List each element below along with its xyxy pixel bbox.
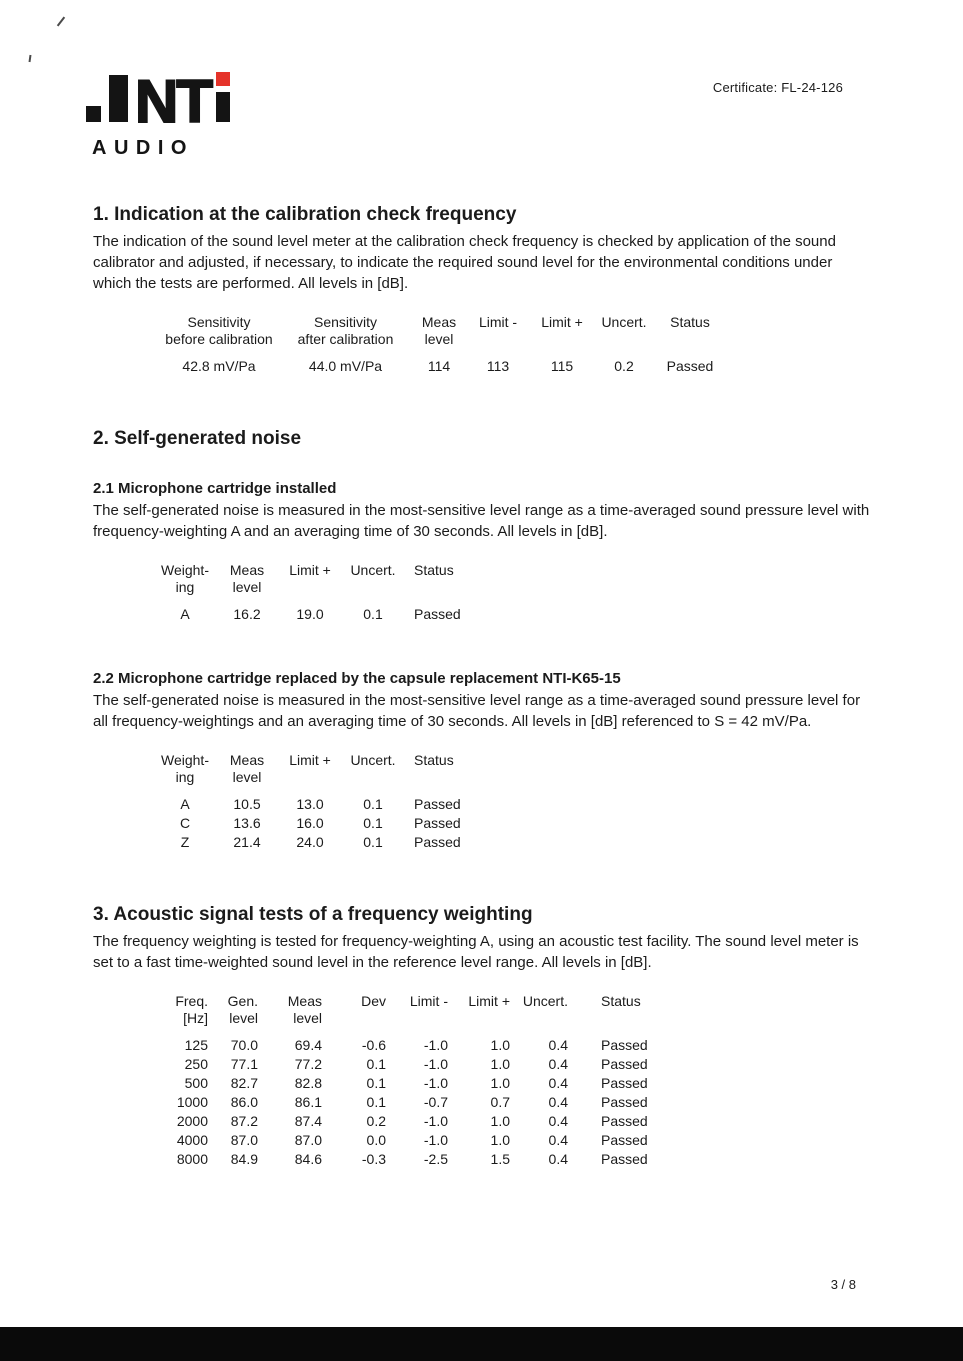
column-header-line: Meas — [421, 314, 457, 330]
table-row — [160, 814, 506, 833]
self-noise-installed-table — [160, 562, 506, 624]
column-header — [465, 314, 531, 357]
table-cell: -1.0 — [423, 1037, 448, 1053]
table-cell: Passed — [414, 834, 461, 850]
logo-red-dot-icon — [216, 72, 230, 86]
calibration-check-table — [160, 314, 725, 376]
table-row — [160, 1055, 664, 1074]
column-header-line: Dev — [361, 993, 386, 1009]
table-cell: Passed — [601, 1056, 648, 1072]
column-header — [572, 993, 664, 1036]
section-3-body: The frequency weighting is tested for frequency-weighting A, using an acoustic test facility. The sound level meter is set to a fast time-weighted sound level in the reference level range. All levels in [dB]. — [93, 933, 859, 971]
column-header-line: ing — [175, 579, 195, 595]
logo-subtitle: AUDIO — [92, 137, 194, 159]
logo-bar-icon — [109, 75, 128, 122]
table-cell: Passed — [601, 1037, 648, 1053]
logo-letter-i — [216, 72, 230, 122]
column-header — [413, 314, 465, 357]
table-cell: 0.4 — [548, 1151, 568, 1167]
table-cell: 0.1 — [366, 1056, 386, 1072]
page-header — [0, 0, 963, 160]
table-cell: 44.0 mV/Pa — [308, 358, 383, 374]
column-header-line: Weight- — [161, 562, 209, 578]
column-header-line: Sensitivity — [313, 314, 378, 330]
table-row — [160, 1150, 664, 1169]
section-1-title: 1. Indication at the calibration check frequency — [93, 204, 517, 225]
column-header — [160, 314, 278, 357]
table-cell: 0.4 — [548, 1094, 568, 1110]
table-cell: 10.5 — [233, 796, 261, 812]
section-2-2-body: The self-generated noise is measured in the most-sensitive level range as a time-averaged sound pressure level for all frequency-weightings and an averaging time of 30 seconds. All levels in [dB] referenced to S = 42 mV/Pa. — [93, 692, 861, 730]
column-header-line: Status — [414, 752, 454, 768]
table-cell: 77.2 — [294, 1056, 322, 1072]
column-header — [212, 993, 262, 1036]
table-cell: -1.0 — [423, 1056, 448, 1072]
column-header — [262, 993, 326, 1036]
column-header — [390, 993, 452, 1036]
table-cell: Z — [180, 834, 190, 850]
logo-mark — [86, 68, 306, 135]
table-cell: 13.0 — [296, 796, 324, 812]
table-cell: -2.5 — [423, 1151, 448, 1167]
column-header — [452, 993, 514, 1036]
table-cell: 0.4 — [548, 1113, 568, 1129]
column-header-line: Gen. — [227, 993, 258, 1009]
table-cell: 1.0 — [490, 1037, 510, 1053]
table-cell: 0.2 — [366, 1113, 386, 1129]
column-header-line: Limit + — [289, 562, 331, 578]
column-header-line: level — [293, 1010, 322, 1026]
nti-audio-logo — [86, 68, 306, 160]
table-cell: 0.1 — [366, 1094, 386, 1110]
column-header-line: after calibration — [297, 331, 394, 347]
table-cell: 1.5 — [490, 1151, 510, 1167]
frequency-weighting-table — [160, 993, 664, 1169]
column-header — [531, 314, 593, 357]
column-header-line: Uncert. — [350, 562, 396, 578]
section-2-1-title: 2.1 Microphone cartridge installed — [93, 480, 337, 497]
table-row — [160, 833, 506, 852]
table-cell: 0.1 — [363, 834, 383, 850]
table-cell: 114 — [427, 358, 451, 374]
table-cell: 82.7 — [230, 1075, 258, 1091]
table-cell: Passed — [601, 1094, 648, 1110]
column-header-line: level — [232, 579, 262, 595]
table-cell: -1.0 — [423, 1075, 448, 1091]
column-header-line: Uncert. — [522, 993, 568, 1009]
table-cell: Passed — [666, 358, 714, 374]
self-noise-capsule-table — [160, 752, 506, 852]
table-cell: 2000 — [176, 1113, 208, 1129]
column-header — [278, 314, 413, 357]
column-header-line: Meas — [287, 993, 322, 1009]
logo-bar-icon — [86, 106, 101, 122]
table-cell: 113 — [486, 358, 510, 374]
scan-artifact-bottom-bar — [0, 1327, 963, 1361]
table-cell: 500 — [184, 1075, 208, 1091]
table-cell: Passed — [601, 1151, 648, 1167]
table-cell: -1.0 — [423, 1132, 448, 1148]
table-cell: 69.4 — [294, 1037, 322, 1053]
table-cell: -1.0 — [423, 1113, 448, 1129]
table-cell: -0.3 — [361, 1151, 386, 1167]
table-cell: 16.0 — [296, 815, 324, 831]
section-2-2-title: 2.2 Microphone cartridge replaced by the capsule replacement NTI-K65-15 — [93, 670, 621, 687]
table-cell: C — [179, 815, 191, 831]
table-cell: Passed — [601, 1113, 648, 1129]
table-cell: 0.1 — [363, 606, 383, 622]
table-cell: 87.0 — [294, 1132, 322, 1148]
column-header — [160, 752, 210, 795]
table-header-row — [160, 314, 725, 357]
table-header-row — [160, 562, 506, 605]
table-cell: 16.2 — [233, 606, 261, 622]
table-cell: Passed — [414, 796, 461, 812]
column-header — [326, 993, 390, 1036]
column-header-line: Uncert. — [350, 752, 396, 768]
column-header-line: Weight- — [161, 752, 209, 768]
column-header-line: ing — [175, 769, 195, 785]
table-row — [160, 1074, 664, 1093]
column-header — [514, 993, 572, 1036]
column-header-line: Limit + — [468, 993, 510, 1009]
table-header-row — [160, 752, 506, 795]
document-content — [0, 204, 963, 1169]
table-cell: 87.0 — [230, 1132, 258, 1148]
table-row — [160, 1093, 664, 1112]
column-header-line: Limit + — [289, 752, 331, 768]
column-header — [284, 752, 336, 795]
table-cell: 0.2 — [614, 358, 634, 374]
table-cell: 24.0 — [296, 834, 324, 850]
table-cell: 0.4 — [548, 1037, 568, 1053]
column-header-line: Limit - — [409, 993, 448, 1009]
table-row — [160, 1131, 664, 1150]
table-cell: 82.8 — [294, 1075, 322, 1091]
table-cell: 0.1 — [366, 1075, 386, 1091]
table-cell: 77.1 — [230, 1056, 258, 1072]
column-header-line: Freq. — [175, 993, 208, 1009]
column-header — [160, 993, 212, 1036]
column-header — [655, 314, 725, 357]
table-row — [160, 357, 725, 376]
column-header — [160, 562, 210, 605]
section-2-1-body: The self-generated noise is measured in the most-sensitive level range as a time-averaged sound pressure level with frequency-weighting A and an averaging time of 30 seconds. All levels in [dB]. — [93, 502, 870, 540]
table-cell: Passed — [414, 815, 461, 831]
column-header — [284, 562, 336, 605]
table-cell: 250 — [184, 1056, 208, 1072]
table-cell: 84.6 — [294, 1151, 322, 1167]
section-2-title: 2. Self-generated noise — [93, 428, 302, 449]
section-1-body: The indication of the sound level meter at the calibration check frequency is checked by application of the sound calibrator and adjusted, if necessary, to indicate the required sound level for the environmental conditions under which the tests are performed. All levels in [dB]. — [93, 233, 836, 292]
column-header-line: before calibration — [165, 331, 273, 347]
column-header-line: level — [424, 331, 454, 347]
column-header-line: Sensitivity — [187, 314, 251, 330]
table-cell: 87.4 — [294, 1113, 322, 1129]
column-header-line: Status — [414, 562, 454, 578]
column-header-line: Meas — [229, 562, 265, 578]
column-header — [410, 562, 506, 605]
column-header — [336, 752, 410, 795]
column-header-line: Uncert. — [601, 314, 647, 330]
column-header-line: Limit + — [541, 314, 583, 330]
column-header-line: Limit - — [478, 314, 518, 330]
table-cell: -0.7 — [423, 1094, 448, 1110]
column-header-line: Meas — [229, 752, 265, 768]
certificate-number: Certificate: FL-24-126 — [712, 80, 843, 95]
table-cell: 42.8 mV/Pa — [182, 358, 256, 374]
table-cell: 1.0 — [490, 1113, 510, 1129]
table-cell: 19.0 — [296, 606, 324, 622]
column-header — [336, 562, 410, 605]
table-row — [160, 605, 506, 624]
table-cell: 0.4 — [548, 1132, 568, 1148]
table-cell: 8000 — [176, 1151, 208, 1167]
table-row — [160, 795, 506, 814]
logo-i-stem — [216, 92, 230, 122]
table-cell: 115 — [550, 358, 574, 374]
column-header-line: Status — [670, 314, 710, 330]
table-cell: -0.6 — [361, 1037, 386, 1053]
table-cell: Passed — [601, 1075, 648, 1091]
column-header-line: level — [232, 769, 262, 785]
table-cell: 0.4 — [548, 1075, 568, 1091]
table-cell: 0.1 — [363, 815, 383, 831]
table-cell: A — [180, 606, 190, 622]
table-cell: Passed — [601, 1132, 648, 1148]
column-header — [210, 752, 284, 795]
table-cell: 70.0 — [230, 1037, 258, 1053]
column-header — [210, 562, 284, 605]
table-cell: 1000 — [176, 1094, 208, 1110]
table-cell: 0.0 — [366, 1132, 386, 1148]
table-row — [160, 1112, 664, 1131]
table-cell: 1.0 — [490, 1075, 510, 1091]
table-cell: 87.2 — [230, 1113, 258, 1129]
table-cell: 0.7 — [490, 1094, 510, 1110]
table-cell: 0.1 — [363, 796, 383, 812]
column-header-line: level — [229, 1010, 258, 1026]
table-cell: 86.0 — [230, 1094, 258, 1110]
table-cell: 13.6 — [233, 815, 261, 831]
page-number: 3 / 8 — [830, 1277, 856, 1292]
table-header-row — [160, 993, 664, 1036]
section-3-title: 3. Acoustic signal tests of a frequency weighting — [93, 904, 533, 925]
column-header-line: [Hz] — [183, 1010, 208, 1026]
table-cell: 125 — [184, 1037, 208, 1053]
logo-letters: NT — [135, 68, 211, 135]
column-header — [593, 314, 655, 357]
table-cell: 1.0 — [490, 1056, 510, 1072]
table-cell: 0.4 — [548, 1056, 568, 1072]
table-cell: 4000 — [176, 1132, 208, 1148]
column-header-line: Status — [601, 993, 641, 1009]
table-cell: Passed — [414, 606, 461, 622]
table-row — [160, 1036, 664, 1055]
table-cell: 21.4 — [233, 834, 261, 850]
column-header — [410, 752, 506, 795]
table-cell: 84.9 — [230, 1151, 258, 1167]
table-cell: A — [180, 796, 190, 812]
table-cell: 86.1 — [294, 1094, 322, 1110]
table-cell: 1.0 — [490, 1132, 510, 1148]
